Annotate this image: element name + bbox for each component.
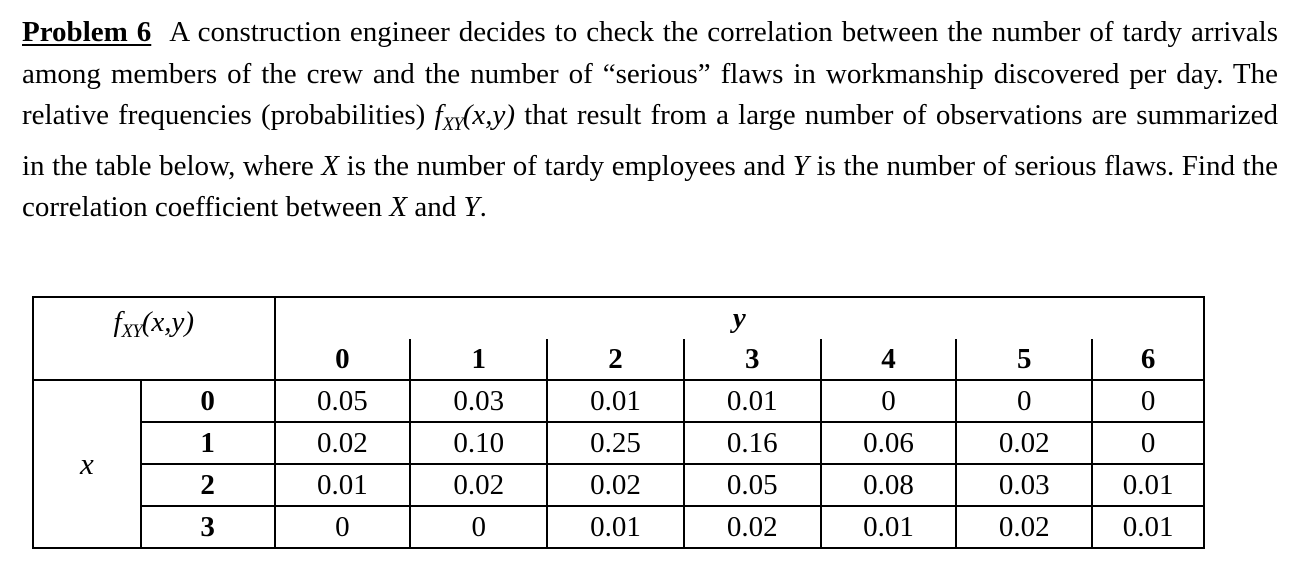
x-value-header: 1 [141, 422, 275, 464]
problem-text-4: is the number of serious flaws. Find the correlation coefficient between [22, 149, 1278, 223]
table-row [33, 464, 1204, 506]
table-row [33, 422, 1204, 464]
probability-cell: 0 [956, 380, 1092, 422]
probability-cell: 0.01 [275, 464, 411, 506]
corner-f-arguments: (x,y) [141, 306, 195, 338]
y-value-header: 5 [956, 339, 1092, 380]
y-value-header: 2 [547, 339, 684, 380]
table-corner-cell [33, 297, 275, 380]
probability-cell: 0.02 [956, 506, 1092, 548]
table-row [33, 506, 1204, 548]
probability-cell: 0 [275, 506, 411, 548]
probability-cell: 0 [1092, 380, 1204, 422]
probability-cell: 0 [821, 380, 957, 422]
x-value-header: 3 [141, 506, 275, 548]
var-x: X [321, 149, 340, 182]
probability-cell: 0 [1092, 422, 1204, 464]
var-x-2: X [389, 191, 408, 223]
fxy-arguments: (x,y) [462, 99, 516, 131]
y-axis-label: y [275, 297, 1204, 339]
fxy-symbol: f [434, 99, 443, 131]
y-value-header: 4 [821, 339, 957, 380]
problem-text-5: and [407, 191, 464, 223]
probability-cell: 0.01 [1092, 506, 1204, 548]
probability-cell: 0.25 [547, 422, 684, 464]
probability-cell: 0.01 [1092, 464, 1204, 506]
probability-cell: 0 [410, 506, 547, 548]
y-value-header: 1 [410, 339, 547, 380]
probability-cell: 0.01 [547, 380, 684, 422]
probability-cell: 0.01 [684, 380, 821, 422]
fxy-subscript: XY [442, 114, 463, 135]
probability-cell: 0.02 [684, 506, 821, 548]
probability-cell: 0.03 [956, 464, 1092, 506]
probability-cell: 0.05 [684, 464, 821, 506]
var-y: Y [792, 149, 809, 182]
probability-cell: 0.02 [275, 422, 411, 464]
probability-cell: 0.08 [821, 464, 957, 506]
problem-text-6: . [479, 191, 487, 223]
probability-cell: 0.01 [821, 506, 957, 548]
corner-f-symbol: f [113, 306, 122, 338]
x-value-header: 2 [141, 464, 275, 506]
probability-cell: 0.16 [684, 422, 821, 464]
y-value-header: 3 [684, 339, 821, 380]
probability-cell: 0.05 [275, 380, 411, 422]
joint-probability-table [32, 296, 1205, 549]
var-y-2: Y [463, 191, 480, 223]
probability-cell: 0.06 [821, 422, 957, 464]
problem-text-1: A construction engineer decides to check the correlation between the number of tardy arrivals among members of the crew and the number of “serious” flaws in workmanship discovered per day. The relative frequencies (probabilities) [22, 16, 1278, 131]
probability-cell: 0.02 [410, 464, 547, 506]
probability-cell: 0.01 [547, 506, 684, 548]
probability-cell: 0.02 [956, 422, 1092, 464]
x-axis-label: x [33, 380, 141, 548]
probability-cell: 0.10 [410, 422, 547, 464]
y-value-header: 0 [275, 339, 411, 380]
probability-cell: 0.02 [547, 464, 684, 506]
table-row [33, 380, 1204, 422]
problem-text-3: is the number of tardy employees and [339, 149, 793, 182]
y-value-header: 6 [1092, 339, 1204, 380]
problem-text-2: that result from a large number of observations are summarized in the table below, where [22, 99, 1278, 182]
probability-cell: 0.03 [410, 380, 547, 422]
problem-heading: Problem 6 [22, 16, 152, 48]
x-value-header: 0 [141, 380, 275, 422]
corner-f-subscript: XY [121, 321, 142, 342]
problem-statement [22, 12, 1278, 229]
